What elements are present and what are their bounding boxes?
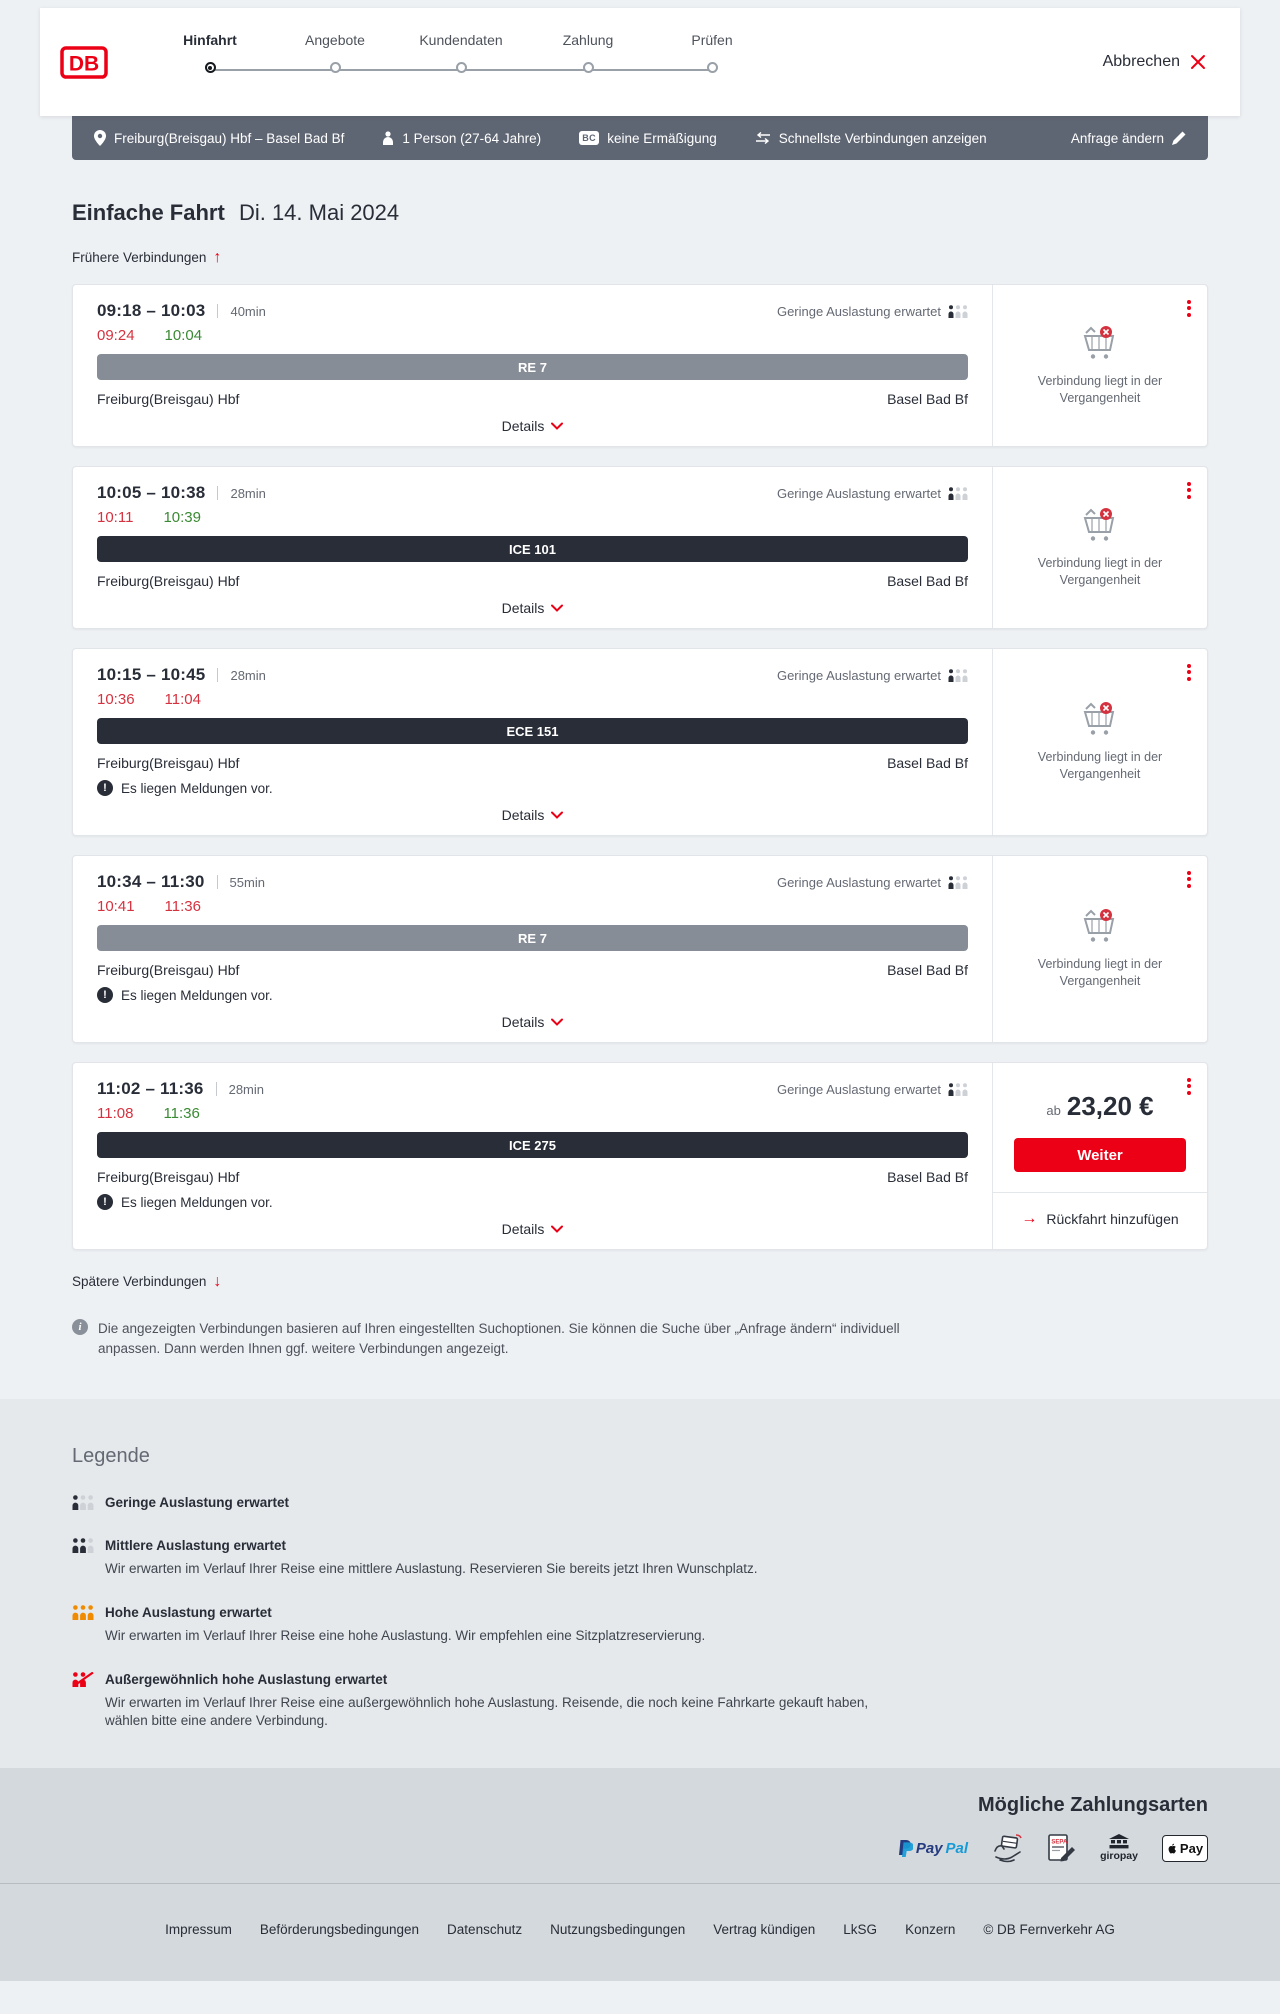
db-logo: [60, 46, 108, 84]
realtime-departure: 10:36: [97, 691, 135, 708]
sepa-document-icon: [1048, 1834, 1076, 1863]
journey-main: [73, 649, 992, 835]
svg-text:DB: DB: [68, 52, 100, 76]
legend-item-label: Außergewöhnlich hohe Auslastung erwartet: [105, 1672, 388, 1687]
details-toggle[interactable]: [97, 1221, 968, 1237]
journey-side-panel: [992, 467, 1207, 628]
realtime-row: [97, 509, 968, 526]
occupancy-medium-icon: [72, 1538, 94, 1553]
past-connection-notice: [993, 285, 1207, 446]
step-label: Angebote: [305, 32, 365, 48]
step-kundendaten[interactable]: [391, 32, 531, 73]
close-icon: [1190, 54, 1206, 70]
travel-date: Di. 14. Mai 2024: [238, 200, 400, 225]
payments-title: Mögliche Zahlungsarten: [977, 1794, 1208, 1816]
travelers-summary: [382, 131, 541, 146]
journey-side-panel: [992, 1063, 1207, 1249]
edit-request-button[interactable]: [1071, 131, 1186, 146]
footer-link-befoerderungsbedingungen[interactable]: Beförderungsbedingungen: [259, 1922, 420, 1937]
realtime-row: [97, 691, 968, 708]
stations-row: [97, 755, 968, 771]
train-number: ICE 275: [509, 1137, 556, 1153]
legend-item-high: [72, 1604, 1208, 1645]
sort-summary: [755, 131, 987, 146]
apple-pay-wordmark: Pay: [1179, 1840, 1204, 1856]
step-indicator-active[interactable]: [205, 62, 216, 73]
journey-side-panel: [992, 856, 1207, 1042]
chevron-down-icon: [551, 1225, 563, 1233]
paypal-wordmark-1: Pay: [915, 1839, 943, 1857]
destination-station: Basel Bad Bf: [887, 391, 968, 407]
journey-main: [73, 1063, 992, 1249]
origin-station: Freiburg(Breisgau) Hbf: [97, 391, 240, 407]
journey-main: [73, 856, 992, 1042]
add-return-label: Rückfahrt hinzufügen: [1046, 1210, 1179, 1227]
travelers-text: 1 Person (27-64 Jahre): [402, 130, 542, 146]
swap-arrows-icon: [755, 132, 771, 144]
messages-label: Es liegen Meldungen vor.: [121, 780, 273, 796]
info-icon: i: [72, 1319, 88, 1335]
divider: [217, 668, 218, 682]
train-number: RE 7: [518, 930, 547, 946]
realtime-arrival: 11:36: [164, 898, 201, 915]
note-text: Die angezeigten Verbindungen basieren auf Ihren eingestellten Suchoptionen. Sie können die Suche über „Anfrage ändern“ individuell anpassen. Dann werden Ihnen ggf. weitere Verbindungen angezeigt.: [98, 1321, 900, 1356]
journey-card: [72, 284, 1208, 447]
more-options-button[interactable]: [1185, 295, 1193, 321]
edit-request-label: Anfrage ändern: [1070, 130, 1164, 146]
details-label: Details: [501, 807, 545, 823]
arrow-right-icon: →: [1021, 1209, 1038, 1227]
past-connection-label: Verbindung liegt in der Vergangenheit: [1037, 750, 1163, 781]
cancel-label: Abbrechen: [1102, 53, 1180, 70]
paypal-logo: [898, 1839, 968, 1858]
journey-duration: 28min: [228, 1082, 265, 1097]
sort-text: Schnellste Verbindungen anzeigen: [778, 130, 987, 146]
journey-header-row: [97, 301, 968, 321]
price-prefix: ab: [1046, 1103, 1061, 1118]
legend-item-low: [72, 1494, 1208, 1511]
alert-icon: !: [97, 780, 113, 796]
legend-item-label: Mittlere Auslastung erwartet: [105, 1538, 287, 1553]
step-label: Kundendaten: [419, 32, 503, 48]
alert-icon: !: [97, 1194, 113, 1210]
legend-item-description: Wir erwarten im Verlauf Ihrer Reise eine außergewöhnlich hohe Auslastung. Reisende, die noch keine Fahrkarte gekauft haben, wählen bitte eine andere Verbindung.: [105, 1695, 869, 1728]
occupancy-label: Geringe Auslastung erwartet: [776, 875, 941, 890]
stations-row: [97, 1169, 968, 1185]
journey-card: [72, 1062, 1208, 1250]
occupancy-low-icon: [948, 669, 968, 682]
footer-link-konzern[interactable]: Konzern: [905, 1922, 956, 1937]
more-options-button[interactable]: [1185, 477, 1193, 503]
stations-row: [97, 573, 968, 589]
stations-row: [97, 962, 968, 978]
realtime-arrival: 11:04: [164, 691, 201, 708]
occupancy-indicator: [777, 875, 968, 890]
footer-link-lksg[interactable]: LkSG: [843, 1922, 878, 1937]
divider: [217, 486, 218, 500]
occupancy-indicator: [777, 304, 968, 319]
payments-section: [0, 1768, 1280, 1883]
price-line: [1013, 1091, 1187, 1122]
apple-icon: [1167, 1842, 1177, 1854]
more-options-button[interactable]: [1185, 866, 1193, 892]
past-connection-label: Verbindung liegt in der Vergangenheit: [1037, 555, 1163, 587]
more-options-button[interactable]: [1185, 1073, 1193, 1099]
occupancy-high-icon: [72, 1605, 94, 1620]
footer-links: [0, 1922, 1280, 1937]
journey-side-panel: [992, 285, 1207, 446]
train-number: RE 7: [518, 359, 547, 375]
past-connection-label: Verbindung liegt in der Vergangenheit: [1037, 957, 1163, 988]
divider: [217, 875, 218, 889]
payment-methods-row: [72, 1833, 1208, 1863]
train-label-bar: [97, 1132, 968, 1158]
past-connection-notice: [993, 649, 1207, 835]
details-label: Details: [501, 600, 545, 616]
step-zahlung[interactable]: [518, 32, 658, 73]
divider: [216, 1082, 217, 1096]
step-label: Hinfahrt: [183, 32, 237, 48]
occupancy-low-icon: [948, 305, 968, 318]
journey-duration: 40min: [230, 304, 266, 319]
cart-unavailable-icon: [1079, 701, 1121, 737]
realtime-arrival: 10:04: [164, 327, 203, 344]
paypal-wordmark-2: Pal: [945, 1839, 969, 1857]
messages-label: Es liegen Meldungen vor.: [121, 1194, 273, 1210]
realtime-departure: 10:11: [97, 509, 134, 526]
journey-card: [72, 466, 1208, 629]
details-toggle[interactable]: [97, 418, 968, 434]
train-label-bar: [97, 925, 968, 951]
giropay-wordmark: giropay: [1100, 1850, 1138, 1862]
legend-item-text: [105, 1537, 758, 1578]
realtime-departure: 10:41: [97, 898, 135, 915]
details-label: Details: [501, 1014, 545, 1030]
messages-label: Es liegen Meldungen vor.: [121, 987, 273, 1003]
messages-row: [97, 780, 968, 796]
realtime-departure: 09:24: [97, 327, 135, 344]
discount-text: keine Ermäßigung: [607, 130, 717, 146]
route-summary: [94, 130, 344, 146]
footer-link-datenschutz[interactable]: Datenschutz: [447, 1922, 523, 1937]
realtime-row: [97, 898, 968, 915]
realtime-row: [97, 1105, 968, 1122]
later-connections-link[interactable]: [72, 1274, 221, 1289]
legend-item-exceptional: [72, 1671, 1208, 1730]
occupancy-indicator: [777, 486, 968, 501]
legend-item-description: Wir erwarten im Verlauf Ihrer Reise eine mittlere Auslastung. Reservieren Sie bereits jetzt Ihren Wunschplatz.: [105, 1561, 758, 1576]
occupancy-label: Geringe Auslastung erwartet: [776, 668, 941, 683]
chevron-down-icon: [551, 604, 563, 612]
origin-station: Freiburg(Breisgau) Hbf: [97, 573, 240, 589]
occupancy-exceptional-icon: [72, 1672, 94, 1687]
occupancy-label: Geringe Auslastung erwartet: [776, 1082, 941, 1097]
chevron-down-icon: [551, 422, 563, 430]
location-pin-icon: [94, 130, 106, 146]
origin-station: Freiburg(Breisgau) Hbf: [97, 1169, 240, 1185]
step-pruefen[interactable]: [642, 32, 782, 73]
journey-times: 10:05 – 10:38: [97, 483, 206, 502]
journey-header-row: [97, 483, 968, 503]
details-toggle[interactable]: [97, 1014, 968, 1030]
messages-row: [97, 1194, 968, 1210]
svg-text:SEPA: SEPA: [1051, 1838, 1068, 1845]
realtime-row: [97, 327, 968, 344]
cart-unavailable-icon: [1079, 507, 1121, 543]
step-angebote[interactable]: [265, 32, 405, 73]
sepa-direct-debit-logo: [1048, 1834, 1076, 1863]
journey-duration: 55min: [229, 875, 265, 890]
divider: [217, 304, 218, 318]
continue-button[interactable]: Weiter: [1014, 1138, 1186, 1172]
origin-station: Freiburg(Breisgau) Hbf: [97, 755, 240, 771]
destination-station: Basel Bad Bf: [887, 962, 968, 978]
footer-link-nutzungsbedingungen[interactable]: Nutzungsbedingungen: [550, 1922, 686, 1937]
giropay-logo: [1100, 1834, 1138, 1862]
train-number: ECE 151: [506, 723, 559, 739]
origin-station: Freiburg(Breisgau) Hbf: [97, 962, 240, 978]
search-options-note: [72, 1319, 1208, 1359]
progress-steps: [183, 32, 770, 96]
legend-item-label: Hohe Auslastung erwartet: [105, 1605, 272, 1620]
results-section: [0, 200, 1280, 1399]
step-indicator[interactable]: [707, 62, 718, 73]
destination-station: Basel Bad Bf: [887, 573, 968, 589]
route-text: Freiburg(Breisgau) Hbf – Basel Bad Bf: [114, 130, 345, 146]
page-footer: [0, 1883, 1280, 1981]
legend-title: Legende: [72, 1445, 150, 1467]
search-summary-bar: [72, 116, 1208, 160]
train-label-bar: [97, 354, 968, 380]
price-amount: 23,20 €: [1066, 1091, 1154, 1121]
wizard-header: [40, 8, 1240, 116]
journey-side-panel: [992, 649, 1207, 835]
paypal-icon: [898, 1839, 913, 1858]
journey-times: 10:15 – 10:45: [97, 665, 206, 684]
chevron-down-icon: [551, 1018, 563, 1026]
copyright-text: © DB Fernverkehr AG: [983, 1922, 1115, 1937]
price-panel: [993, 1063, 1207, 1192]
earlier-connections-label: Frühere Verbindungen: [72, 250, 207, 265]
past-connection-label: Verbindung liegt in der Vergangenheit: [1037, 373, 1163, 405]
pencil-icon: [1172, 131, 1186, 145]
step-hinfahrt[interactable]: [140, 32, 280, 73]
details-label: Details: [501, 1221, 545, 1237]
realtime-departure: 11:08: [97, 1105, 134, 1122]
train-label-bar: [97, 536, 968, 562]
legend-item-text: [105, 1671, 871, 1730]
train-label-bar: [97, 718, 968, 744]
legend-item-description: Wir erwarten im Verlauf Ihrer Reise eine hohe Auslastung. Wir empfehlen eine Sitzplatzreservierung.: [105, 1628, 706, 1643]
step-label: Zahlung: [562, 32, 614, 48]
cart-unavailable-icon: [1079, 908, 1121, 944]
legend-item-text: [105, 1494, 289, 1511]
step-indicator[interactable]: [456, 62, 467, 73]
journey-main: [73, 467, 992, 628]
journey-duration: 28min: [230, 668, 266, 683]
details-toggle[interactable]: [97, 600, 968, 616]
cancel-button[interactable]: [1103, 8, 1206, 116]
chevron-down-icon: [551, 811, 563, 819]
occupancy-indicator: [777, 1082, 968, 1097]
footer-link-vertrag-kuendigen[interactable]: Vertrag kündigen: [713, 1922, 816, 1937]
more-options-button[interactable]: [1185, 659, 1193, 685]
journey-header-row: [97, 872, 968, 892]
journey-card: [72, 648, 1208, 836]
legend-item-label: Geringe Auslastung erwartet: [105, 1495, 290, 1510]
cart-unavailable-icon: [1079, 325, 1121, 361]
giropay-icon: [1108, 1834, 1130, 1849]
occupancy-label: Geringe Auslastung erwartet: [776, 304, 941, 319]
past-connection-notice: [993, 856, 1207, 1042]
arrow-up-icon: ↑: [213, 248, 222, 266]
occupancy-indicator: [777, 668, 968, 683]
destination-station: Basel Bad Bf: [887, 755, 968, 771]
stations-row: [97, 391, 968, 407]
arrow-down-icon: ↓: [213, 1272, 222, 1290]
occupancy-label: Geringe Auslastung erwartet: [776, 486, 941, 501]
journey-times: 11:02 – 11:36: [97, 1079, 204, 1098]
destination-station: Basel Bad Bf: [887, 1169, 968, 1185]
journey-times: 09:18 – 10:03: [97, 301, 206, 320]
bahncard-icon: BC: [579, 131, 599, 145]
later-connections-label: Spätere Verbindungen: [72, 1274, 207, 1289]
step-indicator[interactable]: [330, 62, 341, 73]
occupancy-low-icon: [948, 1083, 968, 1096]
alert-icon: !: [97, 987, 113, 1003]
trip-type-title: Einfache Fahrt: [72, 200, 225, 225]
details-toggle[interactable]: [97, 807, 968, 823]
realtime-arrival: 10:39: [163, 509, 201, 526]
footer-link-impressum[interactable]: Impressum: [165, 1922, 232, 1937]
journey-header-row: [97, 1079, 968, 1099]
earlier-connections-link[interactable]: [72, 250, 221, 265]
journey-header-row: [97, 665, 968, 685]
person-icon: [382, 131, 394, 145]
occupancy-low-icon: [948, 876, 968, 889]
legend-item-text: [105, 1604, 705, 1645]
journey-duration: 28min: [230, 486, 266, 501]
apple-pay-logo: [1162, 1835, 1208, 1862]
journey-main: [73, 285, 992, 446]
realtime-arrival: 11:36: [163, 1105, 200, 1122]
journey-card: [72, 855, 1208, 1043]
step-indicator[interactable]: [583, 62, 594, 73]
legend-section: [0, 1399, 1280, 1768]
details-label: Details: [501, 418, 545, 434]
step-label: Prüfen: [691, 32, 733, 48]
journey-times: 10:34 – 11:30: [97, 872, 205, 891]
past-connection-notice: [993, 467, 1207, 628]
legend-item-medium: [72, 1537, 1208, 1578]
messages-row: [97, 987, 968, 1003]
occupancy-low-icon: [72, 1495, 94, 1510]
add-return-button[interactable]: [993, 1192, 1207, 1244]
train-number: ICE 101: [509, 541, 556, 557]
credit-card-icon: [992, 1833, 1024, 1863]
occupancy-low-icon: [948, 487, 968, 500]
page-title: [72, 200, 1208, 226]
discount-summary: [579, 131, 717, 146]
